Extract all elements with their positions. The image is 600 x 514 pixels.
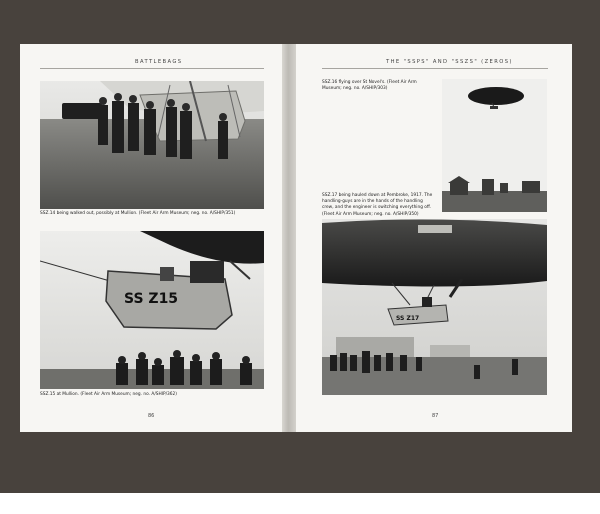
photo-ssz15-image — [40, 231, 264, 389]
photo-walked-out — [40, 81, 264, 209]
right-running-head: THE "SSPS" AND "SSZS" (ZEROS) — [386, 59, 513, 65]
right-page-number: 87 — [432, 413, 439, 419]
photo-ssz16 — [442, 79, 547, 212]
left-page-number: 86 — [148, 413, 155, 419]
right-header-rule — [322, 68, 548, 69]
left-running-head: BATTLEBAGS — [135, 59, 183, 65]
left-header-rule — [40, 68, 264, 69]
photo-ssz17 — [322, 219, 547, 395]
photo-ssz16-image — [442, 79, 547, 212]
caption-ssz17: SSZ.17 being hauled down at Pembroke, 1917. The handling-guys are in the hands of the handling crew, and the engineer is switching everything off. (Fleet Air Arm Museum; neg. no. A/SHIP/350) — [322, 193, 433, 217]
photo-ssz17-image — [322, 219, 547, 395]
caption-ssz16: SSZ.16 flying over St Novel's. (Fleet Air Arm Museum; neg. no. A/SHIP/303) — [322, 80, 417, 92]
photo-ssz15 — [40, 231, 264, 389]
caption-walked-out: SSZ.14 being walked out, possibly at Mullion. (Fleet Air Arm Museum; neg. no. A/SHIP/351) — [40, 211, 236, 216]
caption-ssz15: SSZ.15 at Mullion. (Fleet Air Arm Museum; neg. no. A/SHIP/362) — [40, 392, 177, 397]
book-gutter — [282, 44, 296, 432]
car-marking-ssz17: SS Z17 — [396, 315, 420, 322]
car-marking-ssz15: SS Z15 — [124, 291, 179, 307]
photo-walked-out-image — [40, 81, 264, 209]
